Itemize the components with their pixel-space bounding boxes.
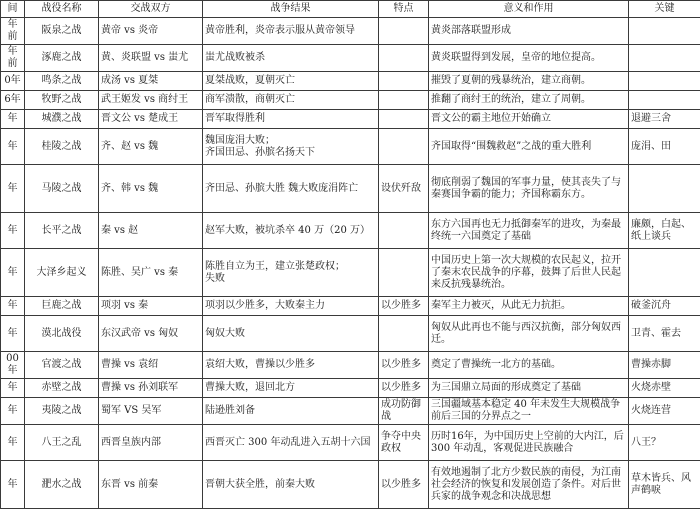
row-meaning: 秦军主力被灭，从此无力抗拒。: [429, 297, 629, 316]
header-result: 战争结果: [203, 1, 379, 18]
row-key: 卫青、霍去: [629, 316, 700, 352]
row-feature: 以少胜多: [379, 379, 429, 398]
row-key: 破釜沉舟: [629, 297, 700, 316]
table-row: [1, 425, 700, 461]
row-parties: 黄帝 vs 炎帝: [99, 18, 203, 45]
row-time: 年: [1, 379, 25, 398]
row-time: 年: [1, 425, 25, 461]
table-header-row: [1, 1, 700, 18]
row-result: 项羽以少胜多，大败秦主力: [203, 297, 379, 316]
row-parties: 秦 vs 赵: [99, 213, 203, 249]
row-result: 陆逊胜刘备: [203, 398, 379, 425]
header-battle-name: 战役名称: [25, 1, 99, 18]
row-meaning: 历时16年，为中国历史上空前的大内江，后 300 年动乱，客观促进民族融合: [429, 425, 629, 461]
row-key: [629, 165, 700, 213]
row-parties: 项羽 vs 秦: [99, 297, 203, 316]
row-time: 00年: [1, 352, 25, 379]
row-parties: 东晋 vs 前秦: [99, 461, 203, 509]
row-feature: [379, 45, 429, 72]
row-meaning: 有效地遏制了北方少数民族的南侵，为江南社会经济的恢复和发展创造了条件。对后世兵家的战争观念和决战思想: [429, 461, 629, 509]
row-key: [629, 45, 700, 72]
row-result: 赵军大败，被坑杀卒 40 万（20 万）: [203, 213, 379, 249]
row-parties: 陈胜、吴广 vs 秦: [99, 249, 203, 297]
row-key: 退避三舍: [629, 110, 700, 129]
row-meaning: 东方六国再也无力抵御秦军的进攻，为秦最终统一六国奠定了基础: [429, 213, 629, 249]
row-battle-name: 鸣条之战: [25, 72, 99, 91]
row-key: 曹操赤脚: [629, 352, 700, 379]
row-result: 袁绍大败，曹操以少胜多: [203, 352, 379, 379]
row-time: 年前: [1, 45, 25, 72]
table-row: [1, 45, 700, 72]
row-key: 八王？: [629, 425, 700, 461]
row-time: 0年: [1, 72, 25, 91]
row-battle-name: 大泽乡起义: [25, 249, 99, 297]
table-row: [1, 213, 700, 249]
row-key: [629, 91, 700, 110]
row-key: [629, 249, 700, 297]
table-row: [1, 316, 700, 352]
row-time: 年: [1, 461, 25, 509]
table-row: [1, 379, 700, 398]
row-parties: 西晋皇族内部: [99, 425, 203, 461]
header-time: 间: [1, 1, 25, 18]
header-meaning: 意义和作用: [429, 1, 629, 18]
row-result: 西晋灭亡 300 年动乱进入五胡十六国: [203, 425, 379, 461]
row-key: 庞涓、田: [629, 129, 700, 165]
row-key: 草木皆兵、风声鹤唳: [629, 461, 700, 509]
row-meaning: 黄炎部落联盟形成: [429, 18, 629, 45]
row-time: 年: [1, 213, 25, 249]
row-battle-name: 桂陵之战: [25, 129, 99, 165]
row-battle-name: 八王之乱: [25, 425, 99, 461]
row-time: 年: [1, 398, 25, 425]
row-meaning: 三国疆域基本稳定 40 年未发生大规模战争 前后三国的分界点之一: [429, 398, 629, 425]
row-battle-name: 阪泉之战: [25, 18, 99, 45]
row-time: 年前: [1, 18, 25, 45]
row-result: 曹操大败，退回北方: [203, 379, 379, 398]
row-result: 晋军取得胜利: [203, 110, 379, 129]
row-parties: 齐、韩 vs 魏: [99, 165, 203, 213]
row-key: 廉颇，白起、纸上谈兵: [629, 213, 700, 249]
row-battle-name: 漠北战役: [25, 316, 99, 352]
header-feature: 特点: [379, 1, 429, 18]
table-row: [1, 352, 700, 379]
header-key: 关键: [629, 1, 700, 18]
row-feature: 成功防御战: [379, 398, 429, 425]
table-row: [1, 91, 700, 110]
row-battle-name: 巨鹿之战: [25, 297, 99, 316]
row-feature: [379, 91, 429, 110]
row-result: 晋朝大获全胜，前秦大败: [203, 461, 379, 509]
table-row: [1, 129, 700, 165]
row-time: 6年: [1, 91, 25, 110]
row-time: 年: [1, 165, 25, 213]
row-result: 齐田忌、孙膑大胜 魏大败庞涓阵亡: [203, 165, 379, 213]
row-result: 陈胜自立为王，建立张楚政权； 失败: [203, 249, 379, 297]
row-feature: [379, 213, 429, 249]
row-time: 年: [1, 249, 25, 297]
table-row: [1, 297, 700, 316]
row-parties: 东汉武帝 vs 匈奴: [99, 316, 203, 352]
row-result: 匈奴大败: [203, 316, 379, 352]
row-battle-name: 马陵之战: [25, 165, 99, 213]
row-feature: 以少胜多: [379, 297, 429, 316]
table-row: [1, 18, 700, 45]
row-result: 蚩尤战败被杀: [203, 45, 379, 72]
row-meaning: 黄炎联盟得到发展，皇帝的地位提高。: [429, 45, 629, 72]
row-parties: 晋文公 vs 楚成王: [99, 110, 203, 129]
row-meaning: 奠定了曹操统一北方的基础。: [429, 352, 629, 379]
row-feature: [379, 110, 429, 129]
row-result: 黄帝胜利，炎帝表示服从黄帝领导: [203, 18, 379, 45]
header-parties: 交战双方: [99, 1, 203, 18]
row-parties: 齐、赵 vs 魏: [99, 129, 203, 165]
row-battle-name: 官渡之战: [25, 352, 99, 379]
row-time: 年: [1, 297, 25, 316]
table-row: [1, 165, 700, 213]
row-battle-name: 城濮之战: [25, 110, 99, 129]
row-feature: 设伏歼敌: [379, 165, 429, 213]
row-key: [629, 72, 700, 91]
row-battle-name: 牧野之战: [25, 91, 99, 110]
row-time: 年: [1, 110, 25, 129]
row-meaning: 彻底削弱了魏国的军事力量，使其丧失了与秦赛国争霸的能力；齐国称霸东方。: [429, 165, 629, 213]
row-parties: 成汤 vs 夏桀: [99, 72, 203, 91]
table-row: [1, 398, 700, 425]
row-feature: [379, 129, 429, 165]
row-meaning: 晋文公的霸主地位开始确立: [429, 110, 629, 129]
table-row: [1, 72, 700, 91]
row-meaning: 齐国取得“围魏救赵”之战的重大胜利: [429, 129, 629, 165]
row-time: 年: [1, 316, 25, 352]
row-feature: 以少胜多: [379, 352, 429, 379]
row-battle-name: 夷陵之战: [25, 398, 99, 425]
row-key: 火烧赤壁: [629, 379, 700, 398]
row-parties: 黄、炎联盟 vs 蚩尤: [99, 45, 203, 72]
row-feature: 争夺中央政权: [379, 425, 429, 461]
row-battle-name: 赤壁之战: [25, 379, 99, 398]
row-parties: 曹操 vs 孙刘联军: [99, 379, 203, 398]
row-time: 年: [1, 129, 25, 165]
row-feature: [379, 316, 429, 352]
row-feature: [379, 18, 429, 45]
row-battle-name: 淝水之战: [25, 461, 99, 509]
row-meaning: 匈奴从此再也不能与西汉抗衡，部分匈奴西迁。: [429, 316, 629, 352]
row-result: 魏国庞涓大败； 齐国田忌、孙膑名扬天下: [203, 129, 379, 165]
row-parties: 蜀军 VS 吴军: [99, 398, 203, 425]
row-meaning: 为三国鼎立局面的形成奠定了基础: [429, 379, 629, 398]
row-parties: 武王姬发 vs 商纣王: [99, 91, 203, 110]
row-meaning: 中国历史上第一次大规模的农民起义，拉开了秦末农民战争的序幕，鼓舞了后世人民起来反抗残暴统治。: [429, 249, 629, 297]
row-battle-name: 长平之战: [25, 213, 99, 249]
row-feature: [379, 72, 429, 91]
table-row: [1, 110, 700, 129]
row-feature: 以少胜多: [379, 461, 429, 509]
row-key: [629, 18, 700, 45]
row-battle-name: 涿鹿之战: [25, 45, 99, 72]
row-result: 商军溃散，商朝灭亡: [203, 91, 379, 110]
row-feature: [379, 249, 429, 297]
table-row: [1, 249, 700, 297]
table-row: [1, 461, 700, 509]
row-result: 夏桀战败，夏朝灭亡: [203, 72, 379, 91]
row-meaning: 摧毁了夏朝的残暴统治，建立商朝。: [429, 72, 629, 91]
row-meaning: 推翻了商纣王的统治，建立了周朝。: [429, 91, 629, 110]
row-parties: 曹操 vs 袁绍: [99, 352, 203, 379]
row-key: 火烧连营: [629, 398, 700, 425]
